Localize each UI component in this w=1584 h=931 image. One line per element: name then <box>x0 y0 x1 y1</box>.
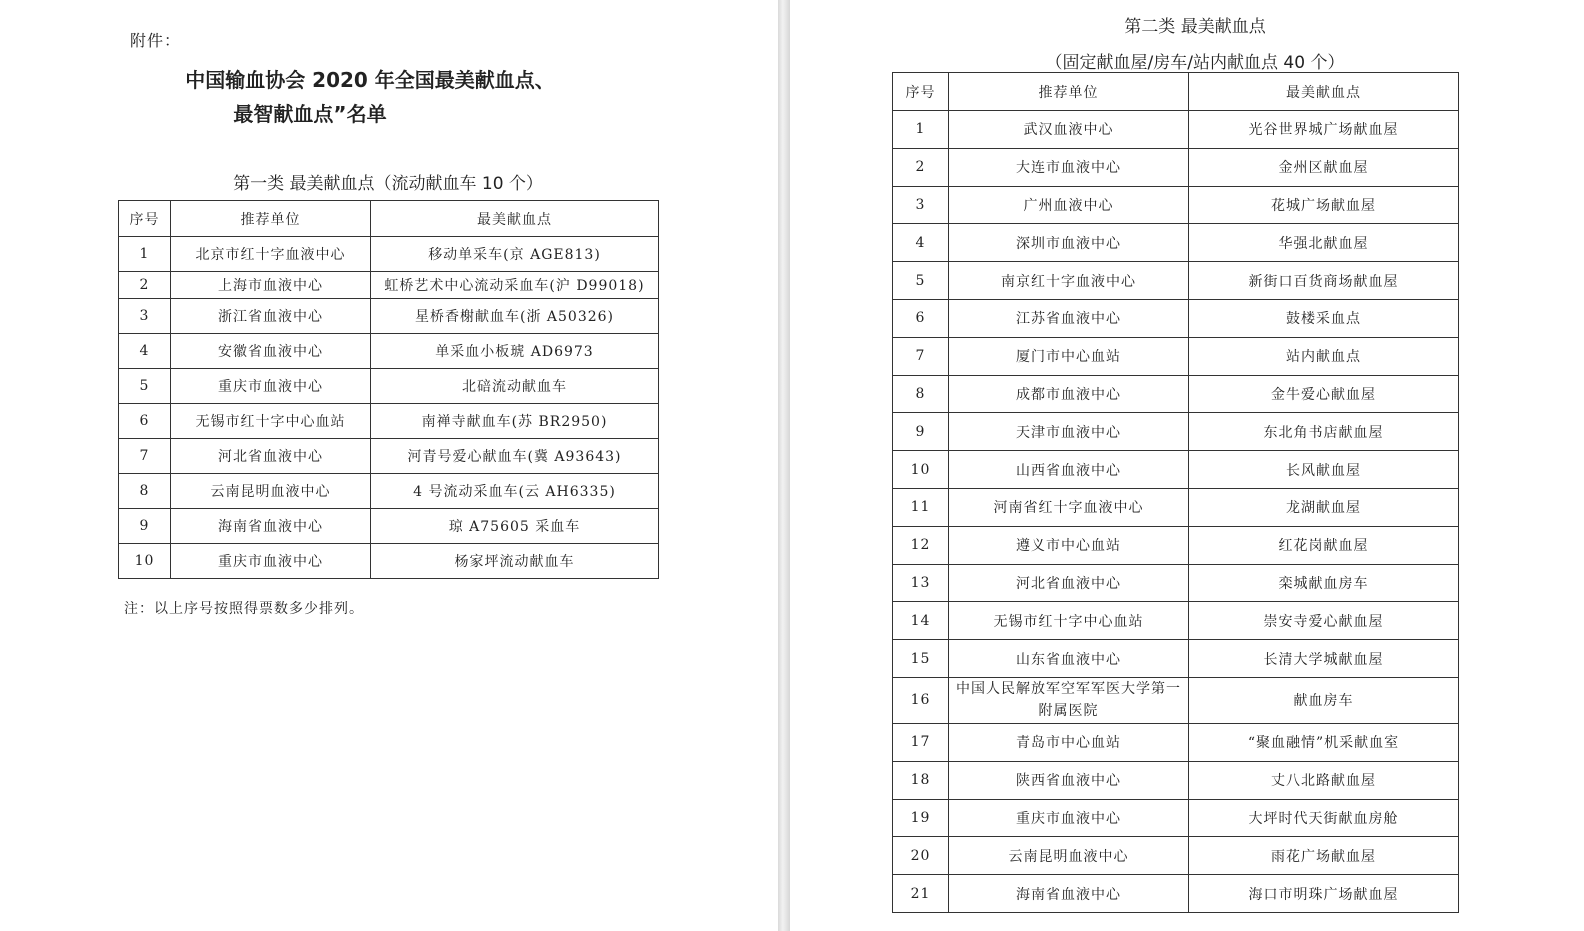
cell-site: 虹桥艺术中心流动采血车(沪 D99018) <box>371 272 659 299</box>
header-index: 序号 <box>893 73 949 111</box>
table-header-row <box>119 201 659 237</box>
cell-index: 16 <box>893 677 949 723</box>
section1-heading: 第一类 最美献血点（流动献血车 10 个） <box>233 174 543 194</box>
table-row <box>893 224 1459 262</box>
table-row <box>893 111 1459 149</box>
table-row <box>893 413 1459 451</box>
cell-site: 长清大学城献血屋 <box>1189 640 1459 678</box>
cell-unit: 陕西省血液中心 <box>949 761 1189 799</box>
table-row <box>119 272 659 299</box>
cell-index: 2 <box>119 272 171 299</box>
cell-index: 9 <box>119 509 171 544</box>
cell-unit: 南京红十字血液中心 <box>949 262 1189 300</box>
cell-site: 单采血小板琥 AD6973 <box>371 334 659 369</box>
cell-index: 6 <box>119 404 171 439</box>
cell-unit: 大连市血液中心 <box>949 148 1189 186</box>
cell-index: 8 <box>119 474 171 509</box>
table-row <box>893 375 1459 413</box>
cell-index: 12 <box>893 526 949 564</box>
header-unit: 推荐单位 <box>171 201 371 237</box>
cell-index: 3 <box>119 299 171 334</box>
cell-index: 1 <box>119 237 171 272</box>
document-title-line1: 中国输血协会 2020 年全国最美献血点、 <box>185 68 555 92</box>
section2-subheading: （固定献血屋/房车/站内献血点 40 个） <box>1045 53 1345 73</box>
table-row <box>893 526 1459 564</box>
cell-unit: 成都市血液中心 <box>949 375 1189 413</box>
table-row <box>119 544 659 579</box>
cell-index: 7 <box>893 337 949 375</box>
table-row <box>893 337 1459 375</box>
cell-site: 雨花广场献血屋 <box>1189 837 1459 875</box>
table-row <box>119 237 659 272</box>
cell-index: 7 <box>119 439 171 474</box>
table-row <box>119 369 659 404</box>
cell-unit: 河北省血液中心 <box>171 439 371 474</box>
cell-site: 琼 A75605 采血车 <box>371 509 659 544</box>
cell-site: 花城广场献血屋 <box>1189 186 1459 224</box>
cell-unit: 海南省血液中心 <box>949 875 1189 913</box>
cell-site: 新街口百货商场献血屋 <box>1189 262 1459 300</box>
cell-site: 移动单采车(京 AGE813) <box>371 237 659 272</box>
cell-unit: 山东省血液中心 <box>949 640 1189 678</box>
table-row <box>893 148 1459 186</box>
table-row <box>119 334 659 369</box>
cell-unit: 中国人民解放军空军军医大学第一附属医院 <box>949 677 1189 723</box>
cell-site: 鼓楼采血点 <box>1189 299 1459 337</box>
cell-unit: 安徽省血液中心 <box>171 334 371 369</box>
cell-site: 站内献血点 <box>1189 337 1459 375</box>
cell-index: 6 <box>893 299 949 337</box>
cell-site: 大坪时代天街献血房舱 <box>1189 799 1459 837</box>
cell-unit: 青岛市中心血站 <box>949 723 1189 761</box>
cell-site: 栾城献血房车 <box>1189 564 1459 602</box>
cell-index: 15 <box>893 640 949 678</box>
cell-index: 20 <box>893 837 949 875</box>
cell-unit: 深圳市血液中心 <box>949 224 1189 262</box>
cell-site: 星桥香榭献血车(浙 A50326) <box>371 299 659 334</box>
table-row <box>119 299 659 334</box>
cell-index: 13 <box>893 564 949 602</box>
cell-unit: 无锡市红十字中心血站 <box>949 602 1189 640</box>
table-row <box>893 761 1459 799</box>
cell-index: 5 <box>893 262 949 300</box>
cell-index: 4 <box>893 224 949 262</box>
table-row <box>893 262 1459 300</box>
table-row <box>893 875 1459 913</box>
cell-index: 10 <box>893 451 949 489</box>
table-row <box>119 474 659 509</box>
cell-index: 11 <box>893 488 949 526</box>
table-row <box>893 837 1459 875</box>
cell-unit: 天津市血液中心 <box>949 413 1189 451</box>
cell-site: 金州区献血屋 <box>1189 148 1459 186</box>
cell-unit: 重庆市血液中心 <box>949 799 1189 837</box>
cell-site: 红花岗献血屋 <box>1189 526 1459 564</box>
table-row <box>893 451 1459 489</box>
cell-unit: 河北省血液中心 <box>949 564 1189 602</box>
cell-index: 2 <box>893 148 949 186</box>
cell-unit: 海南省血液中心 <box>171 509 371 544</box>
header-site: 最美献血点 <box>1189 73 1459 111</box>
attachment-label: 附件： <box>130 31 182 50</box>
cell-index: 9 <box>893 413 949 451</box>
cell-unit: 云南昆明血液中心 <box>171 474 371 509</box>
cell-index: 1 <box>893 111 949 149</box>
cell-site: 东北角书店献血屋 <box>1189 413 1459 451</box>
section2-heading: 第二类 最美献血点 <box>1124 17 1266 37</box>
section1-table <box>118 200 659 579</box>
table-header-row <box>893 73 1459 111</box>
table-row <box>893 723 1459 761</box>
cell-site: 龙湖献血屋 <box>1189 488 1459 526</box>
header-index: 序号 <box>119 201 171 237</box>
right-page <box>790 0 1584 931</box>
document-title-line2: 最智献血点”名单 <box>233 102 387 126</box>
table-row <box>893 186 1459 224</box>
cell-unit: 浙江省血液中心 <box>171 299 371 334</box>
cell-site: 南禅寺献血车(苏 BR2950) <box>371 404 659 439</box>
cell-unit: 重庆市血液中心 <box>171 369 371 404</box>
cell-site: 海口市明珠广场献血屋 <box>1189 875 1459 913</box>
cell-site: 金牛爱心献血屋 <box>1189 375 1459 413</box>
cell-index: 4 <box>119 334 171 369</box>
cell-site: 北碚流动献血车 <box>371 369 659 404</box>
cell-site: 河青号爱心献血车(冀 A93643) <box>371 439 659 474</box>
table-row <box>893 799 1459 837</box>
cell-index: 8 <box>893 375 949 413</box>
cell-site: 杨家坪流动献血车 <box>371 544 659 579</box>
cell-site: 长风献血屋 <box>1189 451 1459 489</box>
cell-site: 崇安寺爱心献血屋 <box>1189 602 1459 640</box>
cell-unit: 厦门市中心血站 <box>949 337 1189 375</box>
table-row <box>119 509 659 544</box>
header-site: 最美献血点 <box>371 201 659 237</box>
cell-unit: 无锡市红十字中心血站 <box>171 404 371 439</box>
table-row <box>893 602 1459 640</box>
cell-index: 10 <box>119 544 171 579</box>
cell-site: “聚血融情”机采献血室 <box>1189 723 1459 761</box>
cell-site: 4 号流动采血车(云 AH6335) <box>371 474 659 509</box>
table-row <box>119 404 659 439</box>
cell-index: 21 <box>893 875 949 913</box>
cell-unit: 遵义市中心血站 <box>949 526 1189 564</box>
table-row <box>893 640 1459 678</box>
cell-index: 17 <box>893 723 949 761</box>
page-gutter <box>778 0 790 931</box>
cell-index: 14 <box>893 602 949 640</box>
cell-site: 华强北献血屋 <box>1189 224 1459 262</box>
cell-unit: 武汉血液中心 <box>949 111 1189 149</box>
table-row <box>893 677 1459 723</box>
cell-unit: 上海市血液中心 <box>171 272 371 299</box>
cell-index: 3 <box>893 186 949 224</box>
section2-table <box>892 72 1459 913</box>
cell-index: 19 <box>893 799 949 837</box>
cell-index: 18 <box>893 761 949 799</box>
cell-unit: 山西省血液中心 <box>949 451 1189 489</box>
table-row <box>893 564 1459 602</box>
cell-unit: 广州血液中心 <box>949 186 1189 224</box>
table-row <box>893 488 1459 526</box>
cell-site: 丈八北路献血屋 <box>1189 761 1459 799</box>
table-row <box>119 439 659 474</box>
cell-unit: 江苏省血液中心 <box>949 299 1189 337</box>
table-footnote: 注：以上序号按照得票数多少排列。 <box>124 601 364 617</box>
cell-unit: 河南省红十字血液中心 <box>949 488 1189 526</box>
cell-site: 献血房车 <box>1189 677 1459 723</box>
header-unit: 推荐单位 <box>949 73 1189 111</box>
cell-unit: 北京市红十字血液中心 <box>171 237 371 272</box>
cell-unit: 云南昆明血液中心 <box>949 837 1189 875</box>
cell-index: 5 <box>119 369 171 404</box>
table-row <box>893 299 1459 337</box>
cell-unit: 重庆市血液中心 <box>171 544 371 579</box>
left-page <box>0 0 778 931</box>
cell-site: 光谷世界城广场献血屋 <box>1189 111 1459 149</box>
